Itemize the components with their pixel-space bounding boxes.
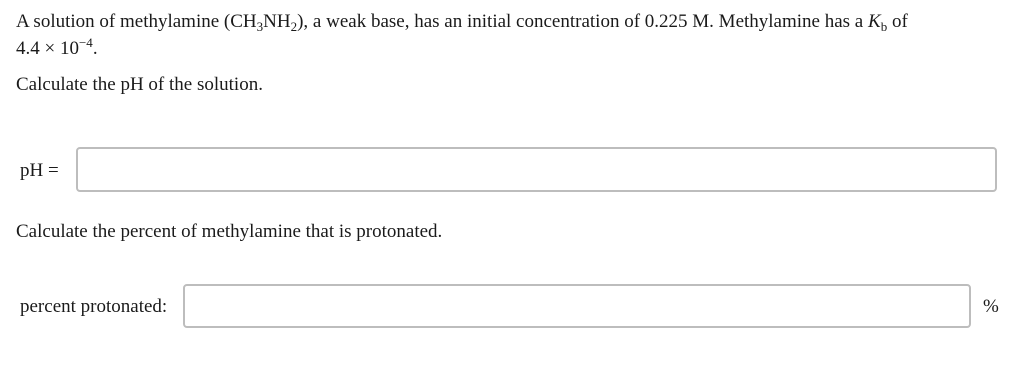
question-percent-prompt: Calculate the percent of methylamine that is protonated. [16, 221, 443, 242]
kb-subscript: b [880, 19, 888, 34]
kb-exponent: −4 [78, 35, 93, 50]
subscript-3: 3 [256, 19, 264, 34]
problem-text: ), a weak base, has an initial concentration of 0.225 M. Methylamine has a [297, 11, 868, 32]
question-ph-prompt: Calculate the pH of the solution. [16, 74, 263, 95]
problem-text: NH [263, 11, 291, 32]
percent-protonated-label: percent protonated: [20, 296, 168, 317]
problem-statement [16, 8, 1006, 62]
ph-label: pH = [20, 160, 59, 181]
subscript-2: 2 [290, 19, 298, 34]
kb-value: 4.4 × 10 [16, 38, 79, 59]
kb-symbol: K [868, 11, 881, 32]
percent-unit: % [983, 296, 999, 317]
ph-input[interactable] [76, 147, 997, 192]
problem-text: A solution of methylamine (CH [16, 11, 257, 32]
percent-protonated-input[interactable] [183, 284, 971, 328]
problem-text: of [887, 11, 908, 32]
problem-text: . [92, 38, 98, 59]
